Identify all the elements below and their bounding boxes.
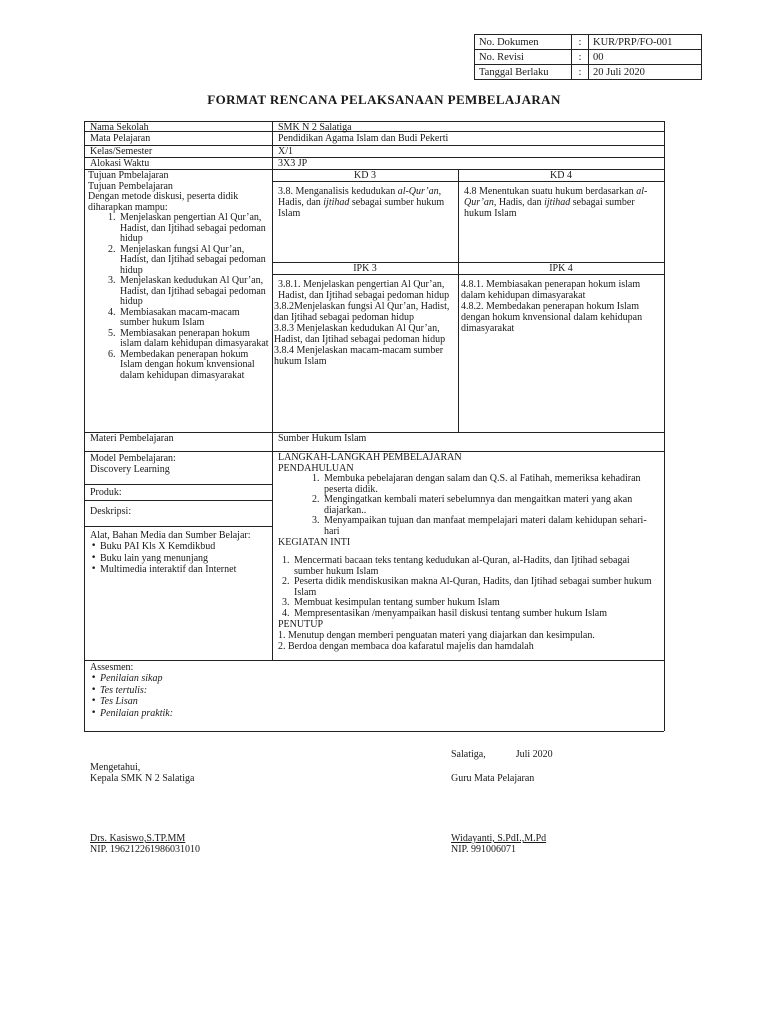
ipk3-item: 3.8.4 Menjelaskan macam-macam sumber hukum Islam — [274, 345, 444, 367]
ipk3-item: 3.8.1. Menjelaskan pengertian Al Qur’an, Hadist, dan Ijtihad sebagai pedoman hidup — [278, 279, 450, 301]
penutup-heading: PENUTUP — [278, 619, 324, 630]
kd4-text-part: , Hadis, dan — [493, 197, 545, 208]
ipk3-header: IPK 3 — [353, 263, 377, 274]
asesmen-label: Assesmen: — [90, 662, 134, 673]
doc-info-value: KUR/PRP/FO-001 — [589, 35, 702, 50]
asesmen-item: • Penilaian praktik: — [100, 708, 390, 720]
doc-info-separator: : — [572, 35, 589, 50]
ipk4-item: 4.8.2. Membedakan penerapan hokum Islam dengan hokum knvensional dalam kehidupan dimasyarakat — [461, 301, 643, 334]
pendahuluan-item: 2. Mengingatkan kembali materi sebelumnya dan mengaitkan materi yang akan diajarkan.. — [322, 495, 660, 516]
deskripsi-label: Deskripsi: — [90, 506, 132, 517]
pendahuluan-item: 3. Menyampaikan tujuan dan manfaat mempelajari materi dalam kehidupan sehari-hari — [322, 516, 660, 537]
sign-left-line2: Kepala SMK N 2 Salatiga — [90, 773, 195, 784]
kd3-text-part: , Hadis, dan — [278, 186, 442, 208]
ipk3-list — [274, 279, 456, 367]
materi-label: Materi Pembelajaran — [90, 433, 174, 444]
tujuan-list — [88, 213, 270, 381]
tujuan-item: 2. Menjelaskan fungsi Al Qur’an, Hadist, dan Ijtihad sebagai pedoman hidup — [118, 245, 270, 277]
place-date-text: Salatiga, Juli 2020 — [451, 749, 553, 760]
ipk3-item: 3.8.3 Menjelaskan kedudukan Al Qur’an, Hadist, dan Ijtihad sebagai pedoman hidup — [274, 323, 446, 345]
kd3-text-italic: ijtihad — [323, 197, 350, 208]
kd3-header: KD 3 — [354, 170, 376, 181]
pendahuluan-heading: PENDAHULUAN — [278, 463, 354, 474]
doc-info-row — [475, 35, 702, 50]
document-info-table — [474, 34, 702, 80]
doc-info-value: 20 Juli 2020 — [589, 65, 702, 80]
sign-left-nip: NIP. 196212261986031010 — [90, 844, 201, 855]
doc-info-separator: : — [572, 50, 589, 65]
kd4-text-part: sebagai sumber hukum Islam — [464, 197, 635, 219]
kd3-text-italic: al-Qur’an — [397, 186, 439, 197]
tujuan-pembelajaran-block — [88, 170, 270, 381]
sign-left-line1: Mengetahui, — [90, 762, 141, 773]
place-date — [451, 749, 553, 760]
value-kelas-semester: X/1 — [278, 146, 293, 157]
tujuan-intro: Dengan metode diskusi, peserta didik diharapkan mampu: — [88, 191, 239, 213]
doc-info-row — [475, 65, 702, 80]
tujuan-item: 3. Menjelaskan kedudukan Al Qur’an, Hadist, dan Ijtihad sebagai pedoman hidup — [118, 276, 270, 308]
doc-info-label: No. Revisi — [475, 50, 572, 65]
alat-list — [90, 541, 268, 576]
materi-value: Sumber Hukum Islam — [278, 433, 367, 444]
kd3-text — [278, 186, 454, 219]
value-alokasi-waktu: 3X3 JP — [278, 158, 308, 169]
sign-left-name: Drs. Kasiswo,S.TP.MM — [90, 833, 186, 844]
produk-label: Produk: — [90, 487, 122, 498]
value-nama-sekolah: SMK N 2 Salatiga — [278, 122, 352, 133]
label-kelas-semester: Kelas/Semester — [90, 146, 153, 157]
ipk4-item: 4.8.1. Membiasakan penerapan hokum islam dalam kehidupan dimasyarakat — [461, 279, 641, 301]
alat-item: • Buku PAI Kls X Kemdikbud — [100, 541, 268, 553]
tujuan-item: 4. Membiasakan macam-macam sumber hukum Islam — [118, 308, 270, 329]
document-title: FORMAT RENCANA PELAKSANAAN PEMBELAJARAN — [207, 92, 561, 107]
kd4-text-italic: ijtihad — [544, 197, 571, 208]
asesmen-block — [90, 662, 390, 719]
kegiatan-inti-item: 3. Membuat kesimpulan tentang sumber hukum Islam — [292, 598, 660, 609]
doc-info-row — [475, 50, 702, 65]
model-value: Discovery Learning — [90, 464, 170, 475]
kegiatan-inti-list — [278, 556, 660, 619]
tujuan-item: 5. Membiasakan penerapan hokum islam dalam kehidupan dimasyarakat — [118, 329, 270, 350]
alat-item: • Buku lain yang menunjang — [100, 553, 268, 565]
alat-item: • Multimedia interaktif dan Internet — [100, 564, 268, 576]
sign-right-name: Widayanti, S.PdI.,M.Pd — [451, 833, 547, 844]
kd3-text-part: sebagai sumber hukum Islam — [278, 197, 445, 219]
alat-label: Alat, Bahan Media dan Sumber Belajar: — [90, 530, 251, 541]
label-mata-pelajaran: Mata Pelajaran — [90, 133, 151, 144]
sign-right-role: Guru Mata Pelajaran — [451, 773, 535, 784]
value-mata-pelajaran: Pendidikan Agama Islam dan Budi Pekerti — [278, 133, 449, 144]
tujuan-item: 1. Menjelaskan pengertian Al Qur’an, Hadist, dan Ijtihad sebagai pedoman hidup — [118, 213, 270, 245]
asesmen-item: • Tes Lisan — [100, 696, 390, 708]
ipk4-header: IPK 4 — [549, 263, 573, 274]
asesmen-list — [90, 673, 390, 719]
kd4-text — [464, 186, 660, 219]
ipk3-item: 3.8.2Menjelaskan fungsi Al Qur’an, Hadist, dan Ijtihad sebagai pedoman hidup — [274, 301, 450, 323]
kegiatan-inti-item: 2. Peserta didik mendiskusikan makna Al-Quran, Hadits, dan Ijtihad sebagai sumber hukum Islam — [292, 577, 660, 598]
sign-right-nip: NIP. 991006071 — [451, 844, 517, 855]
doc-info-value: 00 — [589, 50, 702, 65]
kegiatan-inti-item: 4. Mempresentasikan /menyampaikan hasil diskusi tentang sumber hukum Islam — [292, 609, 660, 620]
kd4-text-part: 4.8 Menentukan suatu hukum berdasarkan — [464, 186, 637, 197]
kd4-header: KD 4 — [550, 170, 572, 181]
langkah-heading: LANGKAH-LANGKAH PEMBELAJARAN — [278, 452, 462, 463]
asesmen-item: • Penilaian sikap — [100, 673, 390, 685]
tujuan-heading: Tujuan Pembelajaran — [88, 181, 173, 192]
penutup-item: 1. Menutup dengan memberi penguatan materi yang diajarkan dan kesimpulan. — [278, 630, 595, 641]
label-alokasi-waktu: Alokasi Waktu — [90, 158, 150, 169]
label-nama-sekolah: Nama Sekolah — [90, 122, 149, 133]
pendahuluan-list — [278, 474, 660, 537]
kegiatan-inti-item: 1. Mencermati bacaan teks tentang kedudukan al-Quran, al-Hadits, dan Ijtihad sebagai sumber hukum Islam — [292, 556, 660, 577]
kd4-text-italic: al-Qur’an — [464, 186, 648, 208]
kegiatan-inti-heading: KEGIATAN INTI — [278, 537, 351, 548]
alat-block — [90, 530, 268, 576]
pendahuluan-item: 1. Membuka pebelajaran dengan salam dan Q.S. al Fatihah, memeriksa kehadiran peserta didik. — [322, 474, 660, 495]
ipk4-list — [461, 279, 661, 334]
asesmen-item: • Tes tertulis: — [100, 685, 390, 697]
langkah-block — [278, 452, 660, 652]
doc-info-label: Tanggal Berlaku — [475, 65, 572, 80]
model-label: Model Pembelajaran: — [90, 453, 176, 464]
tujuan-item: 6. Membedakan penerapan hokum Islam dengan hokum knvensional dalam kehidupan dimasyarakat — [118, 350, 270, 382]
doc-info-label: No. Dokumen — [475, 35, 572, 50]
kd3-text-part: 3.8. Menganalisis kedudukan — [278, 186, 398, 197]
tujuan-label: Tujuan Pmbelajaran — [88, 170, 169, 181]
penutup-item: 2. Berdoa dengan membaca doa kafaratul majelis dan hamdalah — [278, 641, 534, 652]
doc-info-separator: : — [572, 65, 589, 80]
